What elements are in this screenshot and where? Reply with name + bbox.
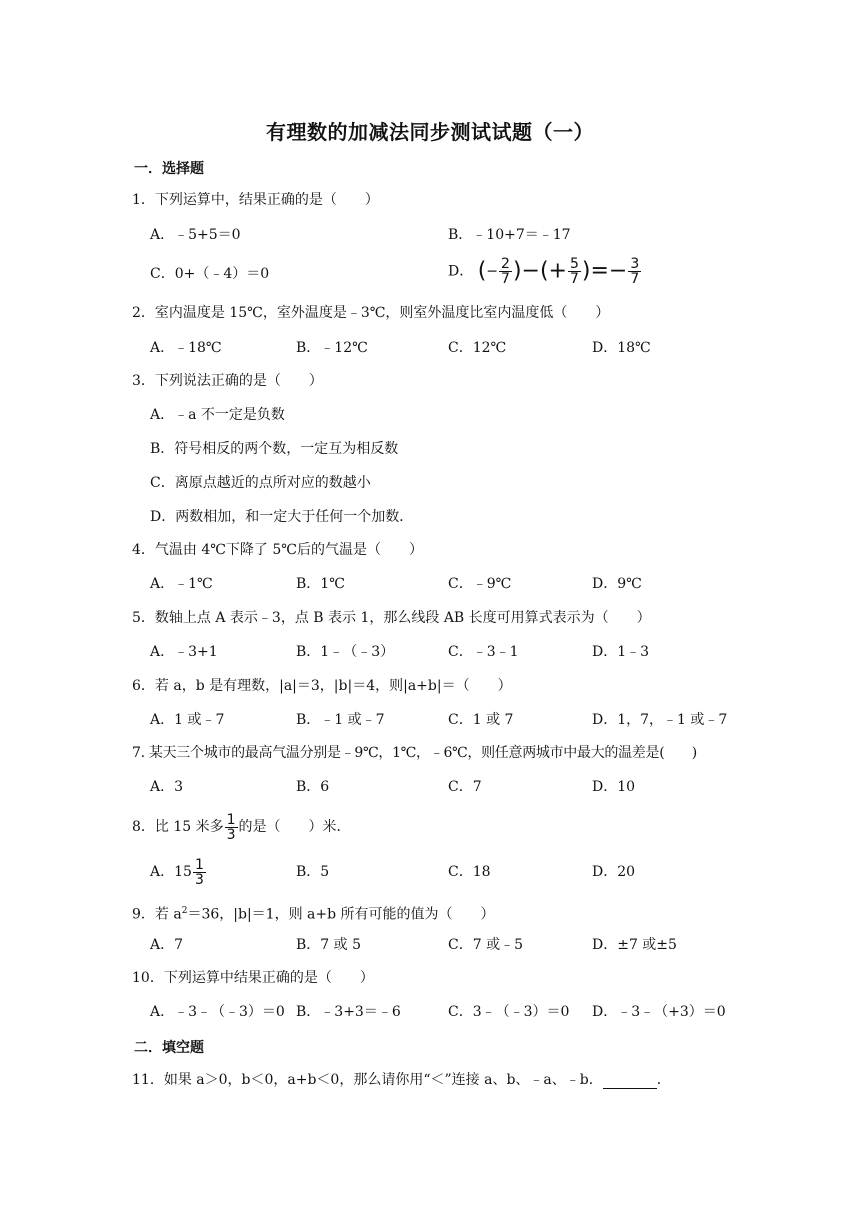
q3-option-c: C．离原点越近的点所对应的数越小 [150,475,371,491]
q1-d-minus: − [486,263,499,280]
q9-exponent: 2 [181,906,188,916]
question-4: 4．气温由 4℃下降了 5℃后的气温是（ ） [132,542,423,558]
q4-option-d: D．9℃ [592,576,642,592]
q10-option-a: A．﹣3﹣（﹣3）＝0 [150,1004,285,1020]
q6-option-a: A．1 或﹣7 [150,712,225,728]
q8-option-a-fraction: $\frac{1}{3}$ [194,856,204,888]
question-6: 6．若 a，b 是有理数，|a|＝3，|b|＝4，则|a+b|＝（ ） [132,678,512,694]
q2-option-c: C．12℃ [448,340,507,356]
q1-d-fraction-3: $\frac{3}{7}$ [630,256,640,287]
q3-option-a: A．﹣a 不一定是负数 [150,407,285,423]
q7-option-a: A．3 [150,779,184,795]
question-11 [132,1071,671,1089]
q8-option-a-whole: A．15 [150,864,192,880]
question-10: 10．下列运算中结果正确的是（ ） [132,970,374,986]
q8-option-b: B．5 [296,864,330,880]
q9-option-b: B．7 或 5 [296,937,362,953]
question-3: 3．下列说法正确的是（ ） [132,373,323,389]
q10-option-d: D．﹣3﹣（+3）＝0 [592,1004,726,1020]
question-7: 7. 某天三个城市的最高气温分别是﹣9℃，1℃，﹣6℃，则任意两城市中最大的温差是( ) [132,745,697,761]
q1-d-middle: )−(+ [512,258,567,284]
question-5: 5．数轴上点 A 表示﹣3，点 B 表示 1，那么线段 AB 长度可用算式表示为（ ） [132,610,651,626]
q9-stem-pre: 9．若 a [132,906,182,923]
q1-option-d-label: D． [448,263,474,280]
q1-d-equals: )=− [581,258,628,284]
q7-option-c: C．7 [448,779,482,795]
q5-option-b: B．1﹣（﹣3） [296,644,395,660]
section-heading-choice: 一．选择题 [134,161,204,177]
q9-option-d: D．±7 或±5 [592,937,677,953]
q1-option-d [448,257,642,286]
q5-option-d: D．1﹣3 [592,644,650,660]
q3-option-d: D．两数相加，和一定大于任何一个加数． [150,509,414,525]
q4-option-b: B．1℃ [296,576,345,592]
q8-option-d: D．20 [592,864,636,880]
question-8 [132,810,351,844]
q5-option-c: C．﹣3﹣1 [448,644,519,660]
q9-stem-post: ＝36，|b|＝1，则 a+b 所有可能的值为（ ） [187,906,495,923]
q1-d-lparen: ( [477,258,487,284]
q8-stem-pre: 8．比 15 米多 [132,819,224,835]
q6-option-c: C．1 或 7 [448,712,514,728]
q3-option-b: B．符号相反的两个数，一定互为相反数 [150,441,399,457]
q6-option-d: D．1，7，﹣1 或﹣7 [592,712,728,728]
q9-option-a: A．7 [150,937,184,953]
q2-option-b: B．﹣12℃ [296,340,368,356]
q4-option-c: C．﹣9℃ [448,576,512,592]
q11-end: ． [656,1072,671,1088]
q8-stem-post: 的是（ ）米． [238,819,351,835]
document-title: 有理数的加减法同步测试试题（一） [266,120,594,144]
q8-option-a [150,855,207,889]
question-2: 2．室内温度是 15℃，室外温度是﹣3℃，则室外温度比室内温度低（ ） [132,305,610,321]
q7-option-b: B．6 [296,779,330,795]
q5-option-a: A．﹣3+1 [150,644,218,660]
q8-option-c: C．18 [448,864,491,880]
q10-option-c: C．3﹣（﹣3）＝0 [448,1004,570,1020]
q4-option-a: A．﹣1℃ [150,576,213,592]
q11-stem: 11．如果 a＞0，b＜0，a+b＜0，那么请你用“＜”连接 a、b、﹣a、﹣b． [132,1072,603,1088]
q2-option-a: A．﹣18℃ [150,340,222,356]
q1-option-c: C．0+（﹣4）＝0 [150,266,270,282]
q6-option-b: B．﹣1 或﹣7 [296,712,385,728]
question-1: 1．下列运算中，结果正确的是（ ） [132,192,379,208]
section-heading-fill: 二．填空题 [134,1040,204,1056]
q7-option-d: D．10 [592,779,636,795]
q1-d-fraction-1: $\frac{2}{7}$ [501,256,510,287]
q1-option-a: A．﹣5+5＝0 [150,227,241,243]
q8-fraction: $\frac{1}{3}$ [226,811,236,843]
q10-option-b: B．﹣3+3＝﹣6 [296,1004,401,1020]
question-9 [132,902,495,924]
q1-d-fraction-2: $\frac{5}{7}$ [569,256,579,287]
q9-option-c: C．7 或﹣5 [448,937,523,953]
q2-option-d: D．18℃ [592,340,651,356]
q11-answer-blank[interactable] [603,1074,657,1089]
q1-option-b: B．﹣10+7＝﹣17 [448,227,571,243]
